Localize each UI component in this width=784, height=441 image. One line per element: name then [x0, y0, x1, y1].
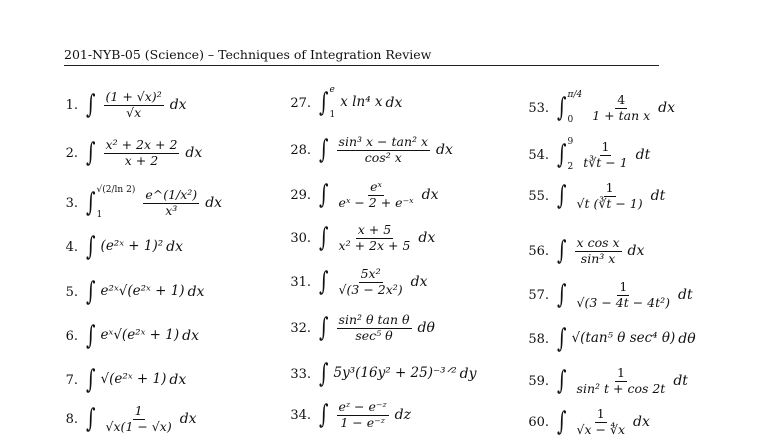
fraction: $\frac{1}{√x(1 - √x)}$: [105, 403, 172, 434]
differential: dx: [436, 142, 453, 158]
problem-32: [282, 314, 435, 342]
integral-limits: π/4 0: [567, 90, 583, 125]
integrand: x ln⁴ x: [340, 94, 383, 111]
integral-sign: ∫: [557, 140, 567, 170]
problem-number: 31.: [290, 274, 311, 290]
integrand: √(tan⁵ θ sec⁴ θ): [571, 330, 676, 347]
differential: dx: [633, 414, 650, 430]
integral-sign: ∫: [557, 280, 567, 310]
differential: dy: [459, 366, 477, 382]
integral-sign: ∫: [557, 324, 567, 354]
fraction: $\frac{1}{\text{sin² t + cos 2t}}$: [576, 365, 666, 396]
problem-number: 29.: [290, 187, 311, 203]
differential: dx: [166, 239, 184, 255]
differential: dx: [205, 195, 223, 211]
integral-limits: √(2/ln 2) 1: [96, 185, 136, 220]
differential: dx: [385, 95, 403, 111]
problem-7: [49, 367, 186, 393]
differential: dx: [627, 243, 645, 259]
problem-number: 30.: [290, 230, 311, 246]
differential: dx: [182, 328, 200, 344]
differential: dt: [635, 147, 651, 163]
problem-number: 1.: [65, 97, 78, 113]
integral-sign: ∫: [86, 277, 96, 307]
integral-sign: ∫: [86, 188, 96, 218]
document-header: 201-NYB-05 (Science) – Techniques of Integration Review: [64, 47, 432, 62]
problem-number: 8.: [65, 411, 78, 427]
problem-number: 54.: [528, 147, 549, 163]
problem-number: 28.: [290, 142, 311, 158]
differential: dt: [650, 188, 666, 204]
problem-30: [282, 224, 435, 252]
differential: dx: [179, 411, 197, 427]
integral-sign: ∫: [86, 365, 96, 395]
problem-number: 7.: [65, 372, 78, 388]
problem-number: 58.: [528, 331, 549, 347]
problem-59: [520, 367, 688, 395]
fraction: $\frac{\text{x² + 2x + 2}}{x + 2}$: [105, 137, 178, 168]
integral-sign: ∫: [319, 313, 329, 343]
problem-number: 53.: [528, 100, 549, 116]
problem-3: [49, 186, 222, 220]
fraction: $\frac{1}{√x - ∜x}$: [576, 406, 625, 437]
integral-sign: ∫: [557, 181, 567, 211]
integral-sign: ∫: [319, 223, 329, 253]
problem-28: [282, 136, 453, 164]
fraction: $\frac{x + 5}{\text{x² + 2x + 5}}$: [338, 222, 411, 253]
problem-number: 56.: [528, 243, 549, 259]
fraction: $\frac{\text{x cos x}}{\text{sin³ x}}$: [576, 235, 620, 266]
fraction: $\frac{\text{e\textasciicircum{}(1/x²)}}{\text{x³}}$: [145, 187, 198, 218]
differential: dt: [678, 287, 693, 303]
integral-sign: ∫: [557, 366, 567, 396]
integral-limits: 9 2: [567, 137, 574, 172]
problem-53: [520, 91, 675, 125]
problem-number: 27.: [290, 95, 311, 111]
integrand: 5y³(16y² + 25)⁻³ᐟ²: [333, 365, 457, 382]
differential: dx: [410, 274, 428, 290]
differential: dz: [394, 407, 411, 423]
fraction: $\frac{\text{eˣ}}{\text{eˣ − 2 + e⁻ˣ}}$: [338, 179, 414, 210]
problem-number: 4.: [65, 239, 78, 255]
differential: dx: [658, 100, 676, 116]
integrand: √(e²ˣ + 1): [100, 371, 167, 388]
integral-sign: ∫: [86, 90, 96, 120]
problem-number: 57.: [528, 287, 549, 303]
problem-55: [520, 182, 665, 210]
integral-sign: ∫: [319, 400, 329, 430]
fraction: $\frac{\text{(1 + √x)²}}{√x}$: [105, 89, 162, 120]
differential: dx: [169, 372, 187, 388]
problem-58: [520, 326, 696, 352]
problem-56: [520, 237, 644, 265]
fraction: $\frac{1}{t∛t - 1}$: [583, 139, 628, 170]
integral-sign: ∫: [557, 236, 567, 266]
integral-sign: ∫: [86, 138, 96, 168]
differential: dθ: [417, 320, 435, 336]
problem-number: 55.: [528, 188, 549, 204]
fraction: $\frac{\text{sin² θ tan θ}}{\text{sec⁵ θ}}$: [338, 312, 410, 343]
problem-number: 60.: [528, 414, 549, 430]
differential: dθ: [678, 331, 696, 347]
problem-29: [282, 181, 438, 209]
integral-sign: ∫: [319, 135, 329, 165]
differential: dx: [169, 97, 187, 113]
problem-33: [282, 361, 477, 387]
integrand: e²ˣ√(e²ˣ + 1): [100, 283, 185, 300]
differential: dx: [421, 187, 439, 203]
problem-34: [282, 401, 411, 429]
problem-1: [49, 91, 187, 119]
integral-sign: ∫: [319, 180, 329, 210]
integral-sign: ∫: [86, 404, 96, 434]
problem-number: 32.: [290, 320, 311, 336]
fraction: $\frac{\text{5x²}}{\text{√(3 − 2x²)}}$: [338, 266, 403, 297]
problem-8: [49, 405, 197, 433]
problem-number: 3.: [65, 195, 78, 211]
problem-number: 2.: [65, 145, 78, 161]
integral-sign: ∫: [86, 232, 96, 262]
fraction: $\frac{1}{√t (∛t - 1)}$: [576, 180, 643, 211]
problem-number: 5.: [65, 284, 78, 300]
integral-sign: ∫: [319, 267, 329, 297]
problem-60: [520, 408, 650, 436]
problem-57: [520, 281, 693, 309]
integrand: (e²ˣ + 1)²: [100, 238, 164, 255]
integral-sign: ∫: [557, 407, 567, 437]
problem-number: 59.: [528, 373, 549, 389]
problem-54: [520, 138, 650, 172]
integral-sign: ∫: [319, 88, 329, 118]
differential: dx: [185, 145, 203, 161]
problem-4: [49, 234, 183, 260]
fraction: $\frac{4}{\text{1 + tan x}}$: [592, 92, 651, 123]
differential: dx: [187, 284, 205, 300]
differential: dx: [418, 230, 436, 246]
integral-sign: ∫: [319, 359, 329, 389]
problem-number: 33.: [290, 366, 311, 382]
integral-sign: ∫: [86, 321, 96, 351]
problem-31: [282, 268, 428, 296]
problem-2: [49, 139, 202, 167]
problem-5: [49, 279, 204, 305]
problem-number: 6.: [65, 328, 78, 344]
integrand: eˣ√(e²ˣ + 1): [100, 327, 180, 344]
differential: dt: [673, 373, 688, 389]
problem-number: 34.: [290, 407, 311, 423]
fraction: $\frac{\text{eᶻ − e⁻ᶻ}}{\text{1 − e⁻ᶻ}}$: [338, 399, 387, 430]
fraction: $\frac{1}{\text{√(3 − 4t − 4t²)}}$: [576, 279, 671, 310]
fraction: $\frac{\text{sin³ x − tan² x}}{\text{cos² x}}$: [338, 134, 429, 165]
problem-27: [282, 86, 402, 120]
integral-limits: e 1: [329, 85, 336, 120]
problem-6: [49, 323, 199, 349]
integral-sign: ∫: [557, 93, 567, 123]
header-rule: [64, 65, 659, 66]
